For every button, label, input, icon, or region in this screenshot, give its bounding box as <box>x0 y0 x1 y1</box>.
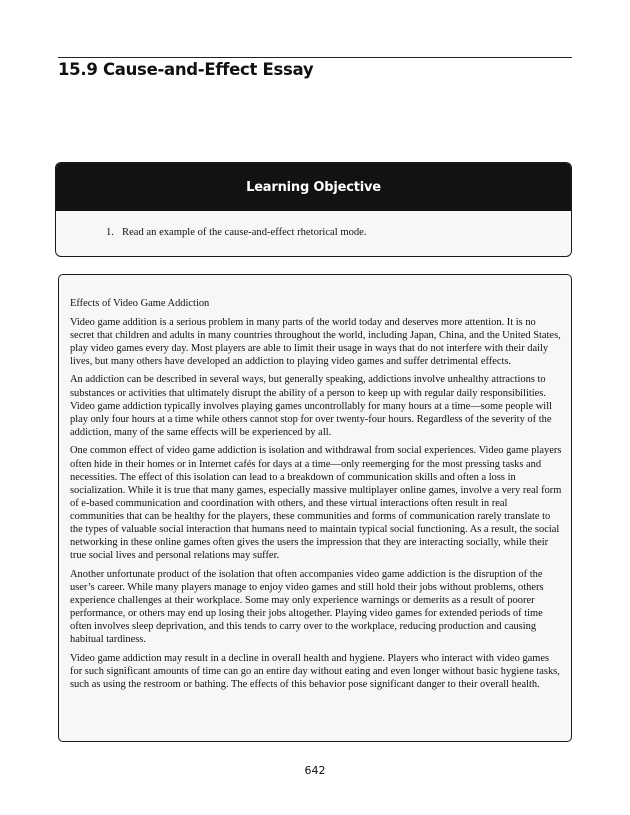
essay-paragraph: An addiction can be described in several ways, but generally speaking, addictions involve unhealthy attractions to substances or activities that ultimately disrupt the ability of a person to keep up with regular daily responsibilities. Video game addiction typically involves playing games uncontrollably for many hours at a time—some people will play only four hours at a time while others cannot stop for over twenty-four hours. Regardless of the severity of the addiction, many of the same effects will be experienced by all. <box>70 374 552 438</box>
essay-paragraph: One common effect of video game addiction is isolation and withdrawal from social experiences. Video game players often hide in their homes or in Internet cafés for days at a time—only reemerging for the most pressing tasks and necessities. The effect of this isolation can lead to a breakdown of communication skills and often a loss in socialization. While it is true that many games, especially massive multiplayer online games, involve a very real form of e-based communication and coordination with others, and these virtual interactions often result in real communities that can be healthy for the players, these communities and forms of communication rarely translate to the types of valuable social interaction that humans need to maintain typical social functioning. As a result, the social networking in these online games often gives the users the impression that they are interacting socially, while their true social lives and personal relations may suffer. <box>70 445 562 562</box>
list-number: 1. <box>106 227 114 238</box>
page-number: 642 <box>304 764 326 777</box>
learning-objective-heading: Learning Objective <box>56 163 571 211</box>
essay-paragraph: Another unfortunate product of the isolation that often accompanies video game addiction is the disruption of the user’s career. While many players manage to enjoy video games and still hold their jobs without problems, others experience challenges at their workplace. Some may only experience warnings or demerits as a result of poorer performance, or others may end up losing their jobs altogether. Playing video games for extended periods of time often involves sleep deprivation, and this tends to carry over to the workplace, reducing production and causing habitual tardiness. <box>70 568 544 646</box>
learning-objective-item <box>106 227 367 238</box>
learning-objective-box <box>55 162 572 257</box>
list-text: Read an example of the cause-and-effect rhetorical mode. <box>122 227 367 238</box>
section-title: 15.9 Cause-and-Effect Essay <box>58 60 314 79</box>
learning-objective-list <box>106 227 367 238</box>
essay-title: Effects of Video Game Addiction <box>70 298 210 309</box>
essay-paragraph: Video game addition is a serious problem in many parts of the world today and deserves more attention. It is no secret that children and adults in many countries throughout the world, including Japan, China, and the United States, play video games every day. Most players are able to limit their usage in ways that do not interfere with their daily lives, but many others have developed an addiction to playing video games and suffer detrimental effects. <box>70 316 561 367</box>
essay-content <box>70 297 562 697</box>
essay-paragraph: Video game addiction may result in a decline in overall health and hygiene. Players who interact with video games for such significant amounts of time can go an entire day without eating and even longer without basic hygiene tasks, such as using the restroom or bathing. The effects of this behavior pose significant danger to their overall health. <box>70 652 560 691</box>
top-rule <box>58 57 572 58</box>
essay-box <box>58 274 572 742</box>
